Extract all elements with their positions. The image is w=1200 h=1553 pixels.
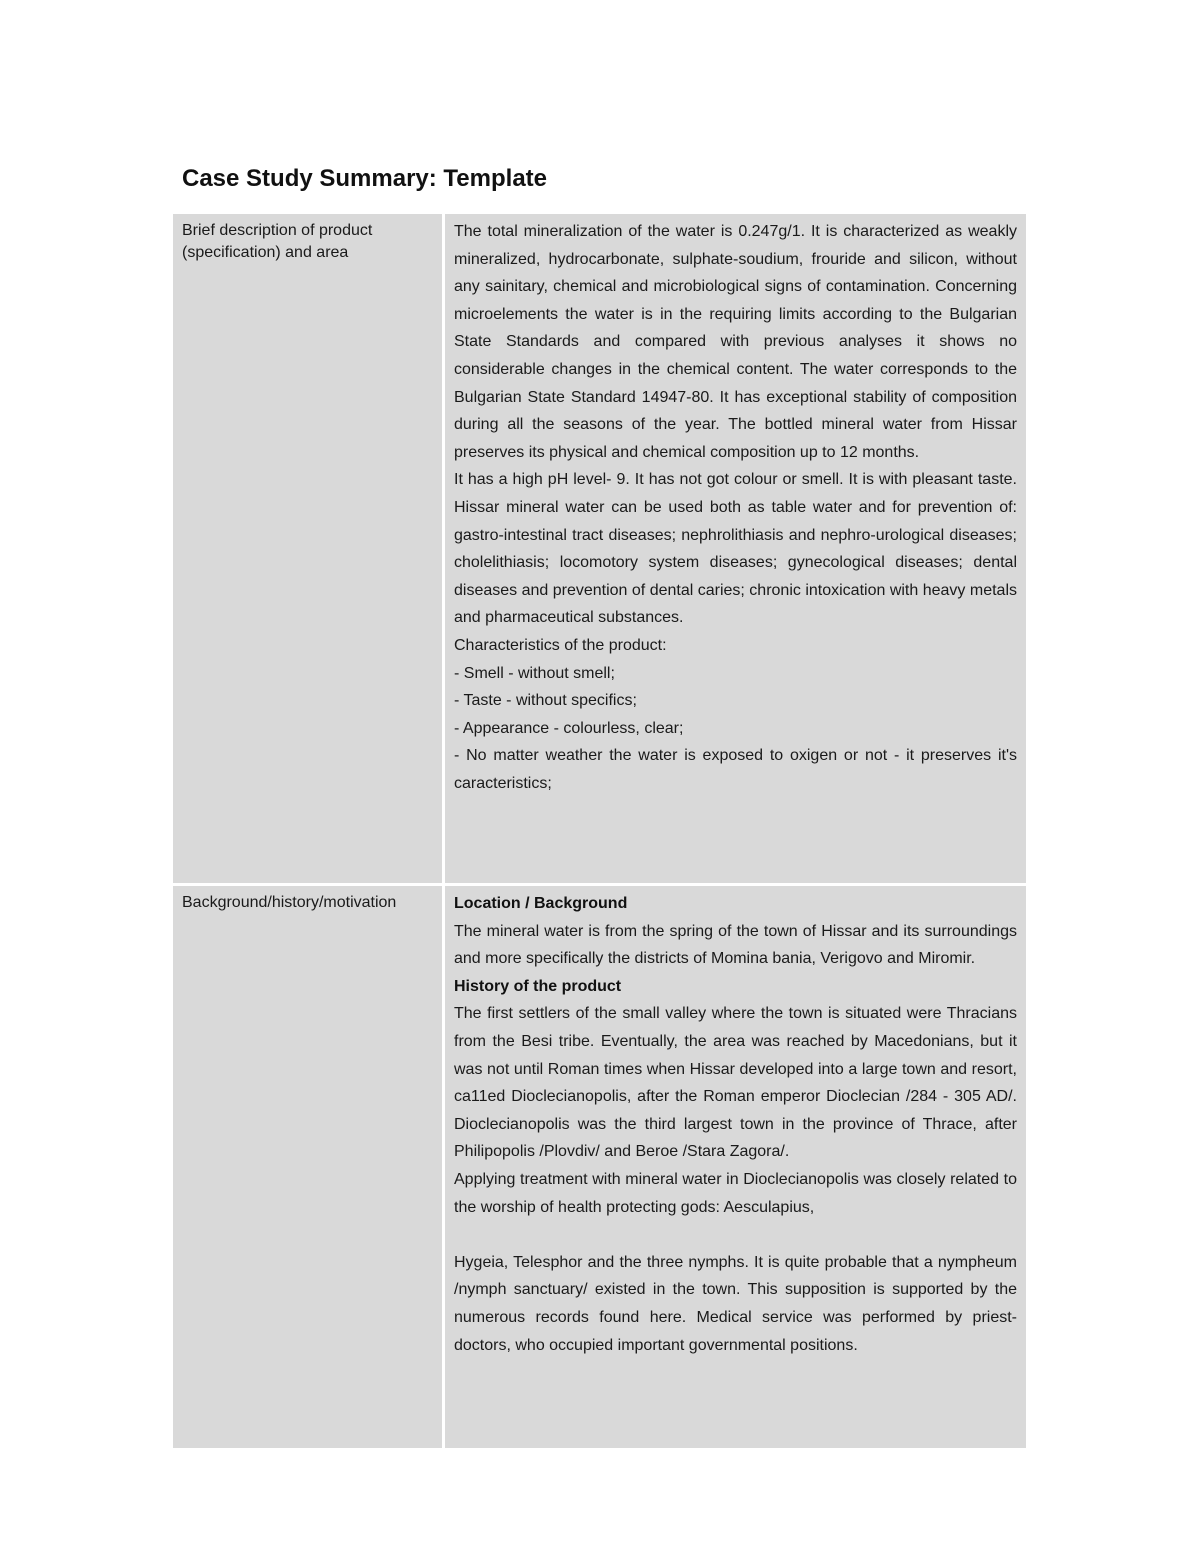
row-label-background: Background/history/motivation bbox=[182, 894, 397, 911]
characteristic-appearance: - Appearance - colourless, clear; bbox=[454, 719, 684, 737]
case-study-table bbox=[173, 214, 1026, 1448]
location-paragraph: The mineral water is from the spring of the town of Hissar and its surroundings and more specifically the districts of Momina bania, Verigovo and Miromir. bbox=[454, 922, 1017, 968]
ph-level-paragraph: It has a high pH level- 9. It has not got colour or smell. It is with pleasant taste. Hissar mineral water can be used both as table water and for prevention of: gastro-intestinal tract diseases; nephrolithiasis and nephro-urological diseases; cholelithiasis; locomotory system diseases; gynecological diseases; dental diseases and prevention of dental caries; chronic intoxication with heavy metals and pharmaceutical substances. bbox=[454, 471, 1017, 627]
characteristic-smell: - Smell - without smell; bbox=[454, 664, 615, 682]
characteristic-taste: - Taste - without specifics; bbox=[454, 692, 637, 710]
page-title: Case Study Summary: Template bbox=[182, 165, 548, 192]
mineralization-paragraph: The total mineralization of the water is 0.247g/1. It is characterized as weakly mineralized, hydrocarbonate, sulphate-soudium, frouride and silicon, without any sainitary, chemical and microbiological signs of contamination. Concerning microelements the water is in the requiring limits according to the Bulgarian State Standards and compared with previous analyses it shows no considerable changes in the chemical content. The water corresponds to the Bulgarian State Standard 14947-80. It has exceptional stability of composition during all the seasons of the year. The bottled mineral water from Hissar preserves its physical and chemical composition up to 12 months. bbox=[454, 223, 1017, 461]
row-content-cell bbox=[445, 214, 1026, 883]
row-label-cell bbox=[173, 883, 445, 1448]
row-label-product-description: Brief description of product (specification) and area bbox=[182, 222, 373, 261]
history-paragraph-treatment: Applying treatment with mineral water in Dioclecianopolis was closely related to the worship of health protecting gods: Aesculapius, bbox=[454, 1170, 1017, 1216]
row-content-cell bbox=[445, 883, 1026, 1448]
characteristics-heading: Characteristics of the product: bbox=[454, 636, 667, 654]
paragraph-spacer bbox=[454, 1221, 1017, 1249]
history-paragraph-nymphs: Hygeia, Telesphor and the three nymphs. It is quite probable that a nympheum /nymph sanctuary/ existed in the town. This supposition is supported by the numerous records found here. Medical service was performed by priest-doctors, who occupied important governmental positions. bbox=[454, 1253, 1017, 1354]
history-paragraph-settlers: The first settlers of the small valley where the town is situated were Thracians from the Besi tribe. Eventually, the area was reached by Macedonians, but it was not until Roman times when Hissar developed into a large town and resort, ca11ed Dioclecianopolis, after the Roman emperor Dioclecian /284 - 305 AD/. Dioclecianopolis was the third largest town in the province of Thrace, after Philipopolis /Plovdiv/ and Beroe /Stara Zagora/. bbox=[454, 1005, 1017, 1161]
history-heading: History of the product bbox=[454, 977, 622, 995]
characteristic-oxygen: - No matter weather the water is exposed to oxigen or not - it preserves it's caracteristics; bbox=[454, 747, 1017, 792]
location-heading: Location / Background bbox=[454, 895, 628, 912]
row-label-cell bbox=[173, 214, 445, 883]
table-row-background bbox=[173, 883, 1026, 1448]
table-row-product-description bbox=[173, 214, 1026, 883]
